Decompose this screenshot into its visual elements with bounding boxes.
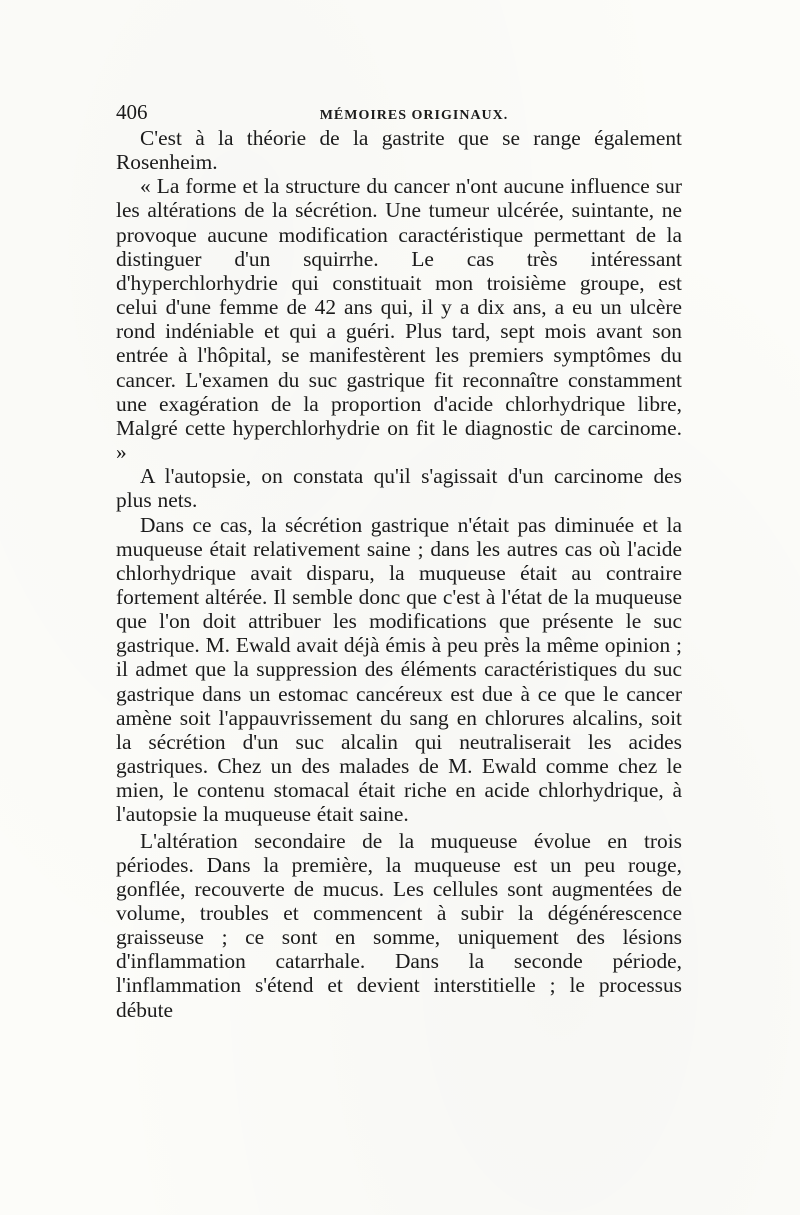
page-number: 406	[116, 100, 148, 124]
paragraph: A l'autopsie, on constata qu'il s'agissait d'un carcinome des plus nets.	[116, 464, 682, 513]
page-header	[116, 100, 682, 124]
paragraph: L'altération secondaire de la muqueuse évolue en trois périodes. Dans la première, la muqueuse est un peu rouge, gonflée, recouverte de mucus. Les cellules sont augmentées de volume, troubles et commencent à subir la dégénérescence graisseuse ; ce sont en somme, uniquement des lésions d'inflammation catarrhale. Dans la seconde période, l'inflammation s'étend et devient interstitielle ; le processus débute	[116, 828, 682, 1022]
paragraph: « La forme et la structure du cancer n'ont aucune influence sur les altérations de la sécrétion. Une tumeur ulcérée, suintante, ne provoque aucune modification caractéristique permettant de la distinguer d'un squirrhe. Le cas très intéressant d'hyperchlorhydrie qui constituait mon troisième groupe, est celui d'une femme de 42 ans qui, il y a dix ans, a eu un ulcère rond indéniable et qui a guéri. Plus tard, sept mois avant son entrée à l'hôpital, se manifestèrent les premiers symptômes du cancer. L'examen du suc gastrique fit reconnaître constamment une exagération de la proportion d'acide chlorhydrique libre, Malgré cette hyperchlorhydrie on fit le diagnostic de carcinome. »	[116, 174, 682, 465]
body-text	[116, 126, 682, 1022]
paragraph: C'est à la théorie de la gastrite que se range également Rosenheim.	[116, 126, 682, 175]
paragraph: Dans ce cas, la sécrétion gastrique n'était pas diminuée et la muqueuse était relativement saine ; dans les autres cas où l'acide chlorhydrique avait disparu, la muqueuse était au contraire fortement altérée. Il semble donc que c'est à l'état de la muqueuse que l'on doit attribuer les modifications que présente le suc gastrique. M. Ewald avait déjà émis à peu près la même opinion ; il admet que la suppression des éléments caractéristiques du suc gastrique dans un estomac cancéreux est due à ce que le cancer amène soit l'appauvrissement du sang en chlorures alcalins, soit la sécrétion d'un suc alcalin qui neutraliserait les acides gastriques. Chez un des malades de M. Ewald comme chez le mien, le contenu stomacal était riche en acide chlorhydrique, à l'autopsie la muqueuse était saine.	[116, 512, 682, 827]
running-title: MÉMOIRES ORIGINAUX.	[319, 108, 509, 123]
